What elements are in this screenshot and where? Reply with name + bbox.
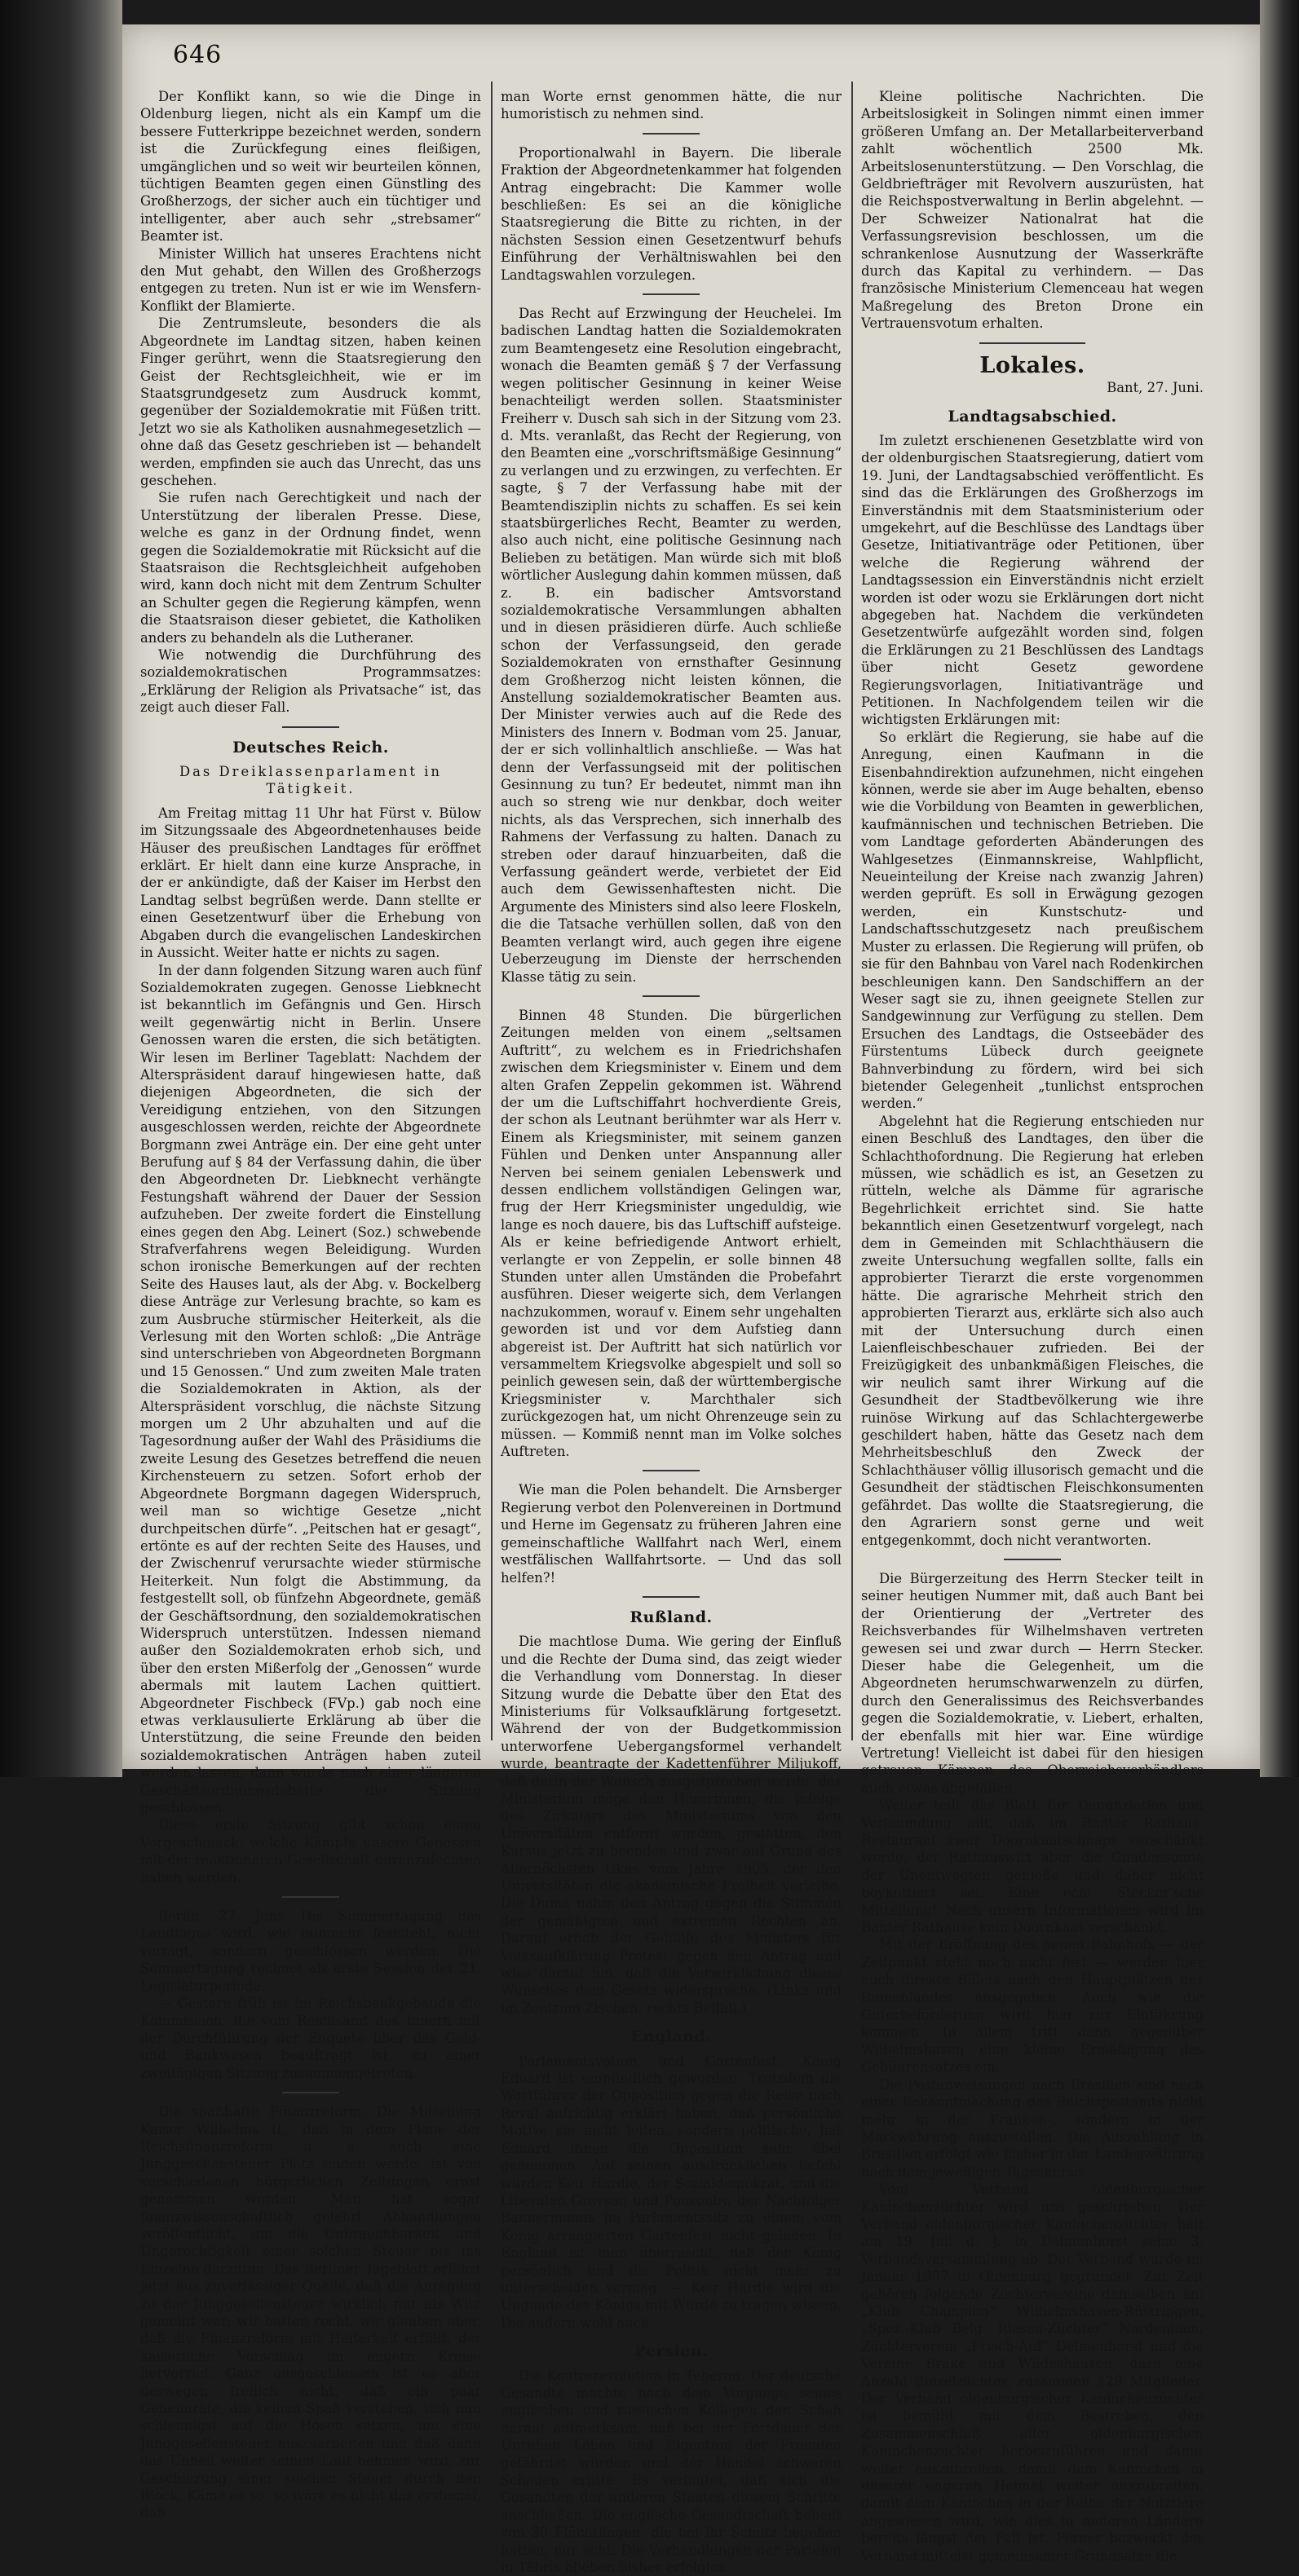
- separator-rule: [282, 726, 339, 728]
- separator-rule: [643, 133, 700, 135]
- paragraph: Die machtlose Duma. Wie gering der Einfluß und die Rechte der Duma sind, das zeigt wieder die Verhandlung vom Donnerstag. In dieser Sitzung wurde die Debatte über den Etat des Ministeriums für Volksaufklärung fortgesetzt. Während der von der Budgetkommission unterworfene Uebergangsformel verhandelt wurde, beantragte der Kadettenführer Miljukoff, daß darin der Wunsch ausgesprochen werde, das Ministerium möge den Hörerinnen, die infolge des Zirkulars des Ministeriums von den Universitäten entfernt wurden, gestatten, den Kursus jetzt zu beenden und zwar auf Grund des Allerhöchsten Ukas vom Jahre 1905, der den Universitäten die akademische Freiheit verleihe. Die Duma nahm den Antrag gegen die Stimmen der gemäßigten und extremen Rechten an. Darauf erhob der Gehülfe des Ministers für Volksaufklärung Protest gegen den Antrag und wies darauf hin, daß die Verwirklichung dieses Wunsches dem Gesetz widerspreche. (Links und im Zentrum Zischen, rechts Beifall.): [501, 1634, 842, 2016]
- page-edge: [1260, 0, 1299, 1777]
- news-item: Binnen 48 Stunden. Die bürgerlichen Zeitungen melden von einem „seltsamen Auftritt“, zu welchem es in Friedrichshafen zwischen dem Kriegsminister v. Einem und dem alten Grafen Zeppelin gekommen ist. Während der um die Luftschiffahrt hochverdiente Greis, der schon als Leutnant berühmter war als Herr v. Einem als Kriegsminister, mit seinem ganzen Fühlen und Denken unter Anspannung aller Nerven bei seinem genialen Lebenswerk und dessen endlichem vollständigen Gelingen war, frug der Herr Kriegsminister ungeduldig, wie lange es noch dauere, bis das Luftschiff aufsteige. Als er keine befriedigende Antwort erhielt, verlangte er von Zeppelin, er solle binnen 48 Stunden unter allen Umständen die Probefahrt ausführen. Dieser weigerte sich, dem Verlangen nachzukommen, worauf v. Einem sehr ungehalten geworden ist und vor dem Aufstieg dann abgereist ist. Der Auftritt hat sich natürlich vor versammeltem Kriegsvolke abgespielt und soll so peinlich gewesen sein, daß der württembergische Kriegsminister v. Marchthaler sich zurückgezogen hat, um nicht Ohrenzeuge sein zu müssen. — Kommiß nennt man im Volke solches Auftreten.: [501, 1007, 842, 1460]
- paragraph: Weiter teilt das Blatt für Denunziation und Verleumdung mit, daß im Banter Rathaus-Restaurant zwar Doornkaatschnaps verschänkt werde, der Rathauswirt aber die Gnadensonne der Unentwegten genieße und daher nicht boykottiert sei. Eine echt Stecker'sche Mitteilung! Nach unsern Informationen wird im Banter Rathause kein Doornkaat verschänkt.: [861, 1797, 1204, 1936]
- separator-rule: [1004, 1559, 1061, 1560]
- section-title-deutsches-reich: Deutsches Reich.: [232, 738, 389, 756]
- separator-rule: [643, 1596, 700, 1598]
- paragraph: Im zuletzt erschienenen Gesetzblatte wird von der oldenburgischen Staatsregierung, datiert vom 19. Juni, der Landtagsabschied veröffentlicht. Es sind das die Erklärungen des Großherzogs im Einverständnis mit dem Staatsministerium oder umgekehrt, auf die Beschlüsse des Landtags über Gesetze, Initiativanträge oder Petitionen, über welche die Regierung während der Landtagssession ein Einverständnis nicht erzielt worden ist oder wozu sie Erklärungen dort nicht abgegeben hat. Nachdem die verkündeten Gesetzentwürfe aufgezählt worden sind, folgen die Erklärungen zu 21 Beschlüssen des Landtags über nicht Gesetz gewordene Regierungsvorlagen, Initiativanträge und Petitionen. In Nachfolgendem teilen wir die wichtigsten Erklärungen mit:: [861, 432, 1204, 728]
- paragraph: Abgelehnt hat die Regierung entschieden nur einen Beschluß des Landtages, den über die Schlachthofordnung. Die Regierung hat erleben müssen, wie schädlich es ist, an Gesetzen zu rütteln, welche als Dämme für agrarische Begehrlichkeit errichtet sind. Sie hatte bekanntlich einen Gesetzentwurf vorgelegt, nach dem in Gemeinden mit Schlachthäusern die zweite Untersuchung wegfallen sollte, falls ein approbierter Tierarzt die erste vorgenommen hätte. Die agrarische Mehrheit strich den approbierten Tierarzt aus, erklärte sich also auch mit der Untersuchung durch einen Laienfleischbeschauer zufrieden. Bei der Freizügigkeit des unbankmäßigen Fleisches, die wir neulich samt ihrer Wirkung auf die Gesundheit der Stadtbevölkerung wie ihre ruinöse Wirkung auf das Schlachtergewerbe geschildert haben, hätte das Gesetz nach dem Mehrheitsbeschluß den Zweck der Schlachthäuser völlig illusorisch gemacht und die Gesundheit der städtischen Fleischkonsumenten gefährdet. Das wollte die Staatsregierung, die den Agrariern sonst gerne und weit entgegenkommt, doch nicht verantworten.: [861, 1113, 1204, 1548]
- section-title-england: England.: [630, 2027, 712, 2046]
- paragraph: Berlin, 27. Juni. Die Sommertagung des Landtages wird, wie nunmehr feststeht, nicht vertagt, sondern geschlossen werden. Die Sommertagung rechnet als erste Session der 21. Legislaturperiode.: [140, 1908, 481, 1994]
- paragraph: Die Bürgerzeitung des Herrn Stecker teilt in seiner heutigen Nummer mit, daß auch Bant bei der Orientierung der „Vertreter des Reichsverbandes für Wilhelmshaven vertreten gewesen sei und zwar durch — Herrn Stecker. Dieser habe die Gelegenheit, um die Abgeordneten herumschwarwenzeln zu dürfen, durch den Generalissimus des Reichsverbandes gegen die Sozialdemokratie, v. Liebert, erhalten, der ebenfalls mit hier war. Eine würdige Vertretung! Vielleicht ist dabei für den hiesigen getreuen Kämpen des Oberreichsverbändlers auch etwas abgefallen.: [861, 1570, 1204, 1796]
- paragraph: Am Freitag mittag 11 Uhr hat Fürst v. Bülow im Sitzungssaale des Abgeordnetenhauses beide Häuser des preußischen Landtages für eröffnet erklärt. Er hielt dann eine kurze Ansprache, in der er ankündigte, daß der Kaiser im Herbst den Landtag selbst begrüßen werde. Dann stellte er einen Gesetzentwurf über die Erhebung von Abgaben durch die evangelischen Landeskirchen in Aussicht. Weiter hatte er nichts zu sagen.: [140, 805, 481, 961]
- paragraph: Minister Willich hat unseres Erachtens nicht den Mut gehabt, den Willen des Großherzogs entgegen zu treten. Nun ist er wie im Wensfern-Konflikt der Blamierte.: [140, 245, 481, 314]
- news-item: Proportionalwahl in Bayern. Die liberale Fraktion der Abgeordnetenkammer hat folgenden Antrag eingebracht: Die Kammer wolle beschließen: Es sei an die königliche Staatsregierung die Bitte zu richten, in der nächsten Session einen Gesetzentwurf behufs Einführung der Verhältniswahlen bei den Landtagswahlen vorzulegen.: [501, 144, 842, 283]
- section-title-persien: Persien.: [634, 2342, 709, 2361]
- paragraph: man Worte ernst genommen hätte, die nur humoristisch zu nehmen sind.: [501, 89, 842, 122]
- article-headline: Landtagsabschied.: [948, 407, 1117, 426]
- news-item: Wie man die Polen behandelt. Die Arnsberger Regierung verbot den Polenvereinen in Dortmund und Herne im Gegensatz zu früheren Jahren eine gemeinschaftliche Wallfahrt nach Werl, einem westfälischen Wallfahrtsorte. — Und das soll helfen?!: [501, 1482, 842, 1586]
- article-headline: Das Dreiklassenparlament in Tätigkeit.: [179, 764, 442, 797]
- separator-rule: [643, 293, 700, 295]
- dateline: Bant, 27. Juni.: [1107, 380, 1204, 396]
- column-2: [501, 88, 842, 2576]
- paragraph: Wie notwendig die Durchführung des sozialdemokratischen Programmsatzes: „Erklärung der Religion als Privatsache“ ist, das zeigt auch dieser Fall.: [140, 647, 481, 716]
- separator-rule: [643, 995, 700, 997]
- intro-article: [140, 88, 481, 717]
- paragraph: Die Postanweisungen nach Brasilien sind nach einer Bekanntmachung des Reichspostamts nicht mehr in der Franken-, sondern in der Markwährung auszustellen. Die Auszahlung in Brasilien erfolgt wie bisher in der Landeswährung nach dem jeweiligen Tageskurse.: [861, 2076, 1204, 2180]
- paragraph: Vom Verband oldenburgischer Kaninchenzüchter wird uns geschrieben: Der Verband oldenburgischer Kaninchenzüchter hält am 19. Juli d. J. in Delmenhorst seine 3. Verbandsversammlung ab. Der Verband wurde im Januar 1907 in Oldenburg gegründet. Zur Zeit gehören folgende Züchtervereine demselben an: „Klub Champion“ Wilhelmshaven-Rüstringen, „Spez.-Klub Belg. Riesen-Züchter“ Nordenham, Züchterverein „Frisch-Auf“ Delmenhorst und die Vereine Brake und Wildeshausen, dazu eine Anzahl Einzelzüchter, zusammen 128 Mitglieder. Der Verband oldenburgischer Kaninchenzüchter ist bemüht mit dem Bestreben, den Zusammenschluß aller oldenburgischen Kaninchenzüchter herbeizuführen und damit weiter auszubreiten, damit dem Kaninchen in unserer engeren Heimat weiter auszubreiten, damit dem Kaninchen in der Reihe der Nutztiere angewiesen wird, wie dies in anderen Ländern bereits längst der Fall ist. Ferner bezweckt der Verband mittelst gemeinsamer Grundsätze die: [861, 2181, 1204, 2564]
- paragraph: Die spaßhafte Finanzreform. Die Mitteilung Kaiser Wilhelms II., daß in dem Plane der Reichsfinanzreform u. a. auch eine Junggesellensteuer Platz finden werde, ist von verschiedenen bürgerlichen Zeitungen ernst genommen worden. Man hat sogar finanzwissenschaftlich gelehrt Abhandlungen veröffentlicht, um die Unbrauchbarkeit und Ungerechtigkeit einer solchen Steuer bis ins Einzelne darzutun. Das Berliner Tageblatt erfährt jetzt aus zuverlässiger Quelle, daß die Anregung zu der Junggesellensteuer wirklich nur als Witz gemeint war; wir hatten recht, wir glauben aber, daß die Finanzreform mit Heiterkeit erfüllt, der kaiserliche Vorschlag im engern Kreise hervorrief. Ganz ausgeschlossen ist es aber deswegen freilich nicht, daß ein paar Geheimräte, die keinen Spaß verstehen, sich nun schleunigst auf die Hosen setzen, um eine Junggesellensteuer auszuarbeiten und daß dann das Unheil weiter seinen Lauf nehmen wird, zur Geschiezung einer solchen Steuer durch den Block. Käme es so, so wäre es nicht das erstemal, daß: [140, 2104, 481, 2521]
- news-item: Das Recht auf Erzwingung der Heuchelei. Im badischen Landtag hatten die Sozialdemokraten zum Beamtengesetz eine Resolution eingebracht, wonach die Beamten gemäß § 7 der Verfassung wegen politischer Gesinnung in keiner Weise benachteiligt werden sollen. Staatsminister Freiherr v. Dusch sah sich in der Sitzung vom 23. d. Mts. veranlaßt, das Recht der Regierung, von den Beamten eine „vorschriftsmäßige Gesinnung“ zu verlangen und zu erzwingen, zu verfechten. Er sagte, § 7 der Verfassung habe mit der Beamtendisziplin nichts zu schaffen. Es sei kein staatsbürgerliches Recht, Beamter zu werden, also auch nicht, eine politische Gesinnung nach Belieben zu betätigen. Man würde sich mit bloß wörtlicher Auslegung dahin kommen müssen, daß z. B. ein badischer Amtsvorstand sozialdemokratische Versammlungen abhalten und in diesen präsidieren dürfe. Auch schließe schon der Verfassungseid, den gerade Sozialdemokraten von ernsthafter Gesinnung dem Großherzog nicht leisten können, die Anstellung sozialdemokratischer Beamten aus. Der Minister verwies auch auf die Rede des Ministers des Innern v. Bodman vom 25. Januar, der er sich vollinhaltlich anschließe. — Was hat denn der Verfassungseid mit der politischen Gesinnung zu tun? Er bedeutet, nimmt man ihn auch so streng wie nur denkbar, doch weiter nichts, als das Versprechen, sich innerhalb des Rahmens der Verfassung zu halten. Danach zu streben oder darauf hinzuarbeiten, daß die Verfassung geändert werde, verbietet der Eid auch dem Gewissenhaftesten nicht. Die Argumente des Ministers sind also leere Floskeln, die die Tatsache verhüllen sollen, daß von den Beamten verlangt wird, auch gegen ihre eigene Ueberzeugung im Dienste der herrschenden Klasse tätig zu sein.: [501, 306, 842, 985]
- newspaper-page: [122, 24, 1260, 2576]
- separator-rule: [282, 1896, 339, 1898]
- column-1: [140, 88, 481, 2521]
- paragraph: Diese erste Sitzung gibt schon einen Vorgeschmack, welche Kämpfe unsere Genossen mit der reaktionären Gesellschaft durchzufechten haben werden.: [140, 1817, 481, 1886]
- news-item: Kleine politische Nachrichten. Die Arbeitslosigkeit in Solingen nimmt einen immer größeren Umfang an. Der Metallarbeiterverband zahlt wöchentlich 2500 Mk. Arbeitslosenunterstützung. — Den Vorschlag, die Geldbriefträger mit Revolvern auszurüsten, hat die Reichspostverwaltung in Berlin abgelehnt. — Der Schweizer Nationalrat hat die Verfassungsrevision beschlossen, um die schrankenlose Ausnutzung der Wasserkräfte durch das Kapital zu verhindern. — Das französische Ministerium Clemenceau hat wegen Maßregelung des Breton Drone ein Vertrauensvotum erhalten.: [861, 89, 1204, 332]
- separator-rule: [643, 1470, 700, 1471]
- book-binding: [0, 0, 122, 1777]
- separator-rule: [282, 2092, 339, 2093]
- paragraph: Parlamentsvotum und Gartenfest. König Eduard ist empfindlich geworden. Trotzdem die Wortführer der Opposition gegen die Reise nach Reval aufrichtig erklärt haben, daß persönliche Motive sie nicht leiten, sondern politische, hat Eduard ihnen die Opposition sehr übel genommen. Auf seinen ausdrücklichen Befehl wurden Keir Hardie, der Sozialdemokrat, und die Liberalen Grayson und Ponsonby, der Nachfolger Bannermanns im Parlamentssitz zu einem vom König arrangierten Gartenfest nicht geladen. In England ist man überrascht, daß der König persönlich und die Politik nicht mehr zu unterscheiden vermag. — Keir Hardie wird die Ungnade des Königs mit Würde zu tragen wissen. Die andern wohl auch.: [501, 2053, 842, 2331]
- paragraph: Die Kontrerevolution in Teheran. Der deutsche Gesandte machte nach dem Vorgange seines englischen und russischen Kollegen den Schah darauf aufmerksam, daß bei der Fortdauer der Unruhen Leben und Eigentum der Fremden gefährdet würden und der Handel schweren Schaden erlitte. Es verlautet, daß sich die Gesandten der anderen Staaten diesem Schritte anschließen. Die englische Gesandtschaft beheilt von 30 Flüchtlingen, die bei ihr Schutz begehen hatten, nur acht. Die Verhandlungen der Parteien in Täbris blieben bisher erfolglos.: [501, 2367, 842, 2576]
- paragraph: — Gestern früh ist im Reichsbankgebäude die Kommission, die vom Reichsamt des Innern mit der Durchführung der Enquete über das Geld- und Bankwesen beauftragt ist, zu einer zweitägigen Sitzung zusammengetreten.: [140, 1996, 481, 2081]
- paragraph: Sie rufen nach Gerechtigkeit und nach der Unterstützung der liberalen Presse. Diese, welche es ganz in der Ordnung findet, wenn gegen die Sozialdemokratie mit Rücksicht auf die Staatsraison die Rechtsgleichheit aufgehoben wird, kann doch nicht mit dem Zentrum Schulter an Schulter gegen die Regierung kämpfen, wenn die Staatsraison dieser gebietet, die Katholiken anders zu behandeln als die Lutheraner.: [140, 490, 481, 646]
- paragraph: Der Konflikt kann, so wie die Dinge in Oldenburg liegen, nicht als ein Kampf um die bessere Futterkrippe bezeichnet werden, sondern ist die Zurückfegung eines fleißigen, umgänglichen und so weit wir beurteilen können, tüchtigen Beamten gegen einen Günstling des Großherzogs, der sicher auch ein tüchtiger und intelligenter, aber auch sehr „strebsamer“ Beamter ist.: [140, 89, 481, 245]
- separator-rule: [979, 342, 1085, 344]
- paragraph: Die Zentrumsleute, besonders die als Abgeordnete im Landtag sitzen, haben keinen Finger gerührt, wenn die Staatsregierung den Geist der Rechtsgleichheit, wie er im Staatsgrundgesetz zum Ausdruck kommt, gegenüber der Sozialdemokratie mit Füßen tritt. Jetzt wo sie als Katholiken ausnahmegesetzlich — ohne daß das Gesetz geschrieben ist — behandelt werden, empfinden sie auch das Unrecht, das uns geschehen.: [140, 315, 481, 488]
- paragraph: So erklärt die Regierung, sie habe auf die Anregung, einen Kaufmann in die Eisenbahndirektion aufzunehmen, nicht eingehen können, werde sie aber im Auge behalten, ebenso wie die Vorbildung von Beamten in gewerblichen, kaufmännischen und technischen Betrieben. Die vom Landtage geforderten Abänderungen des Wahlgesetzes (Einmannskreise, Wahlpflicht, Neueinteilung der Kreise nach zwanzig Jahren) werden geprüft. Es soll in Erwägung gezogen werden, ein Kunstschutz- und Landschaftsschutzgesetz nach preußischem Muster zu erlassen. Die Regierung will prüfen, ob sie für den Bahnbau von Varel nach Rodenkirchen beschleunigen kann. Den Sandschiffern an der Weser sagt sie zu, ihnen geeignete Stellen zur Sandgewinnung zur Verfügung zu stellen. Dem Ersuchen des Landtags, die Ostseebäder des Fürstentums Lübeck durch geeignete Bahnverbindung zu fördern, wird bei sich bietender Gelegenheit „tunlichst entsprochen werden.“: [861, 729, 1204, 1112]
- page-number: 646: [173, 41, 223, 69]
- column-rule: [491, 82, 493, 1740]
- paragraph: In der dann folgenden Sitzung waren auch fünf Sozialdemokraten zugegen. Genosse Liebknecht ist bekanntlich im Gefängnis und Gen. Hirsch weilt gegenwärtig nicht in Berlin. Unsere Genossen waren die ersten, die sich betätigten. Wir lesen im Berliner Tageblatt: Nachdem der Alterspräsident darauf hingewiesen hatte, daß diejenigen Abgeordneten, die sich der Vereidigung entziehen, von den Sitzungen ausgeschlossen werden, reichte der Abgeordnete Borgmann zwei Anträge ein. Der eine geht unter Berufung auf § 84 der Verfassung dahin, die über den Abgeordneten Dr. Liebknecht verhängte Festungshaft während der Dauer der Session aufzuheben. Der zweite fordert die Einstellung eines gegen den Abg. Leinert (Soz.) schwebende Strafverfahrens wegen Beleidigung. Wurden schon ironische Bemerkungen auf der rechten Seite des Hauses laut, als der Abg. v. Bockelberg diese Anträge zur Verlesung brachte, so kam es zum Ausbruche stürmischer Heiterkeit, als die Verlesung mit den Worten schloß: „Die Anträge sind unterschrieben von Abgeordneten Borgmann und 15 Genossen.“ Und zum zweiten Male traten die Sozialdemokraten in Aktion, als der Alterspräsident vorschlug, die nächste Sitzung morgen um 2 Uhr abzuhalten und auf die Tagesordnung außer der Wahl des Präsidiums die zweite Lesung des Gesetzes betreffend die neuen Kirchensteuern zu setzen. Sofort erhob der Abgeordnete Borgmann dagegen Widerspruch, weil man so wichtige Gesetze „nicht durchpeitschen dürfe“. „Peitschen hat er gesagt“, ertönte es auf der rechten Seite des Hauses, und der Zwischenruf verursachte wieder stürmische Heiterkeit. Nun folgt die Abstimmung, da festgestellt soll, ob fünfzehn Abgeordnete, gemäß der Geschäftsordnung, den sozialdemokratischen Widerspruch unterstützen. Indessen niemand außer den Sozialdemokraten erhob sich, und über den ersten Mißerfolg der „Genossen“ wurde abermals mit lautem Lachen quittiert. Abgeordneter Fischbeck (FVp.) gab noch eine etwas verklausulierte Erklärung ab über die Unterstützung, die seine Freunde den beiden sozialdemokratischen Anträgen haben zuteil werden lassen, dann wurde nach einer längeren Geschäftsordnungsdebatte die Sitzung geschlossen.: [140, 962, 481, 1815]
- column-rule: [851, 82, 853, 1740]
- section-title-lokales: Lokales.: [979, 352, 1085, 378]
- section-title-russland: Rußland.: [630, 1608, 713, 1626]
- column-3: [861, 88, 1204, 2564]
- paragraph: Mit der Eröffnung des neuen Bahnhofs — der Zeitpunkt steht noch nicht fest — werden hier auch direkte Billets nach den Hauptplätzen des Binnenlandes ausgegeben. Auch wie die Güterbeförderung wird hier zur Einführung kommen. In allem tritt dann gegenüber Wilhelmshaven eine kleine Ermäßigung des Gebührensatzes ein.: [861, 1937, 1204, 2075]
